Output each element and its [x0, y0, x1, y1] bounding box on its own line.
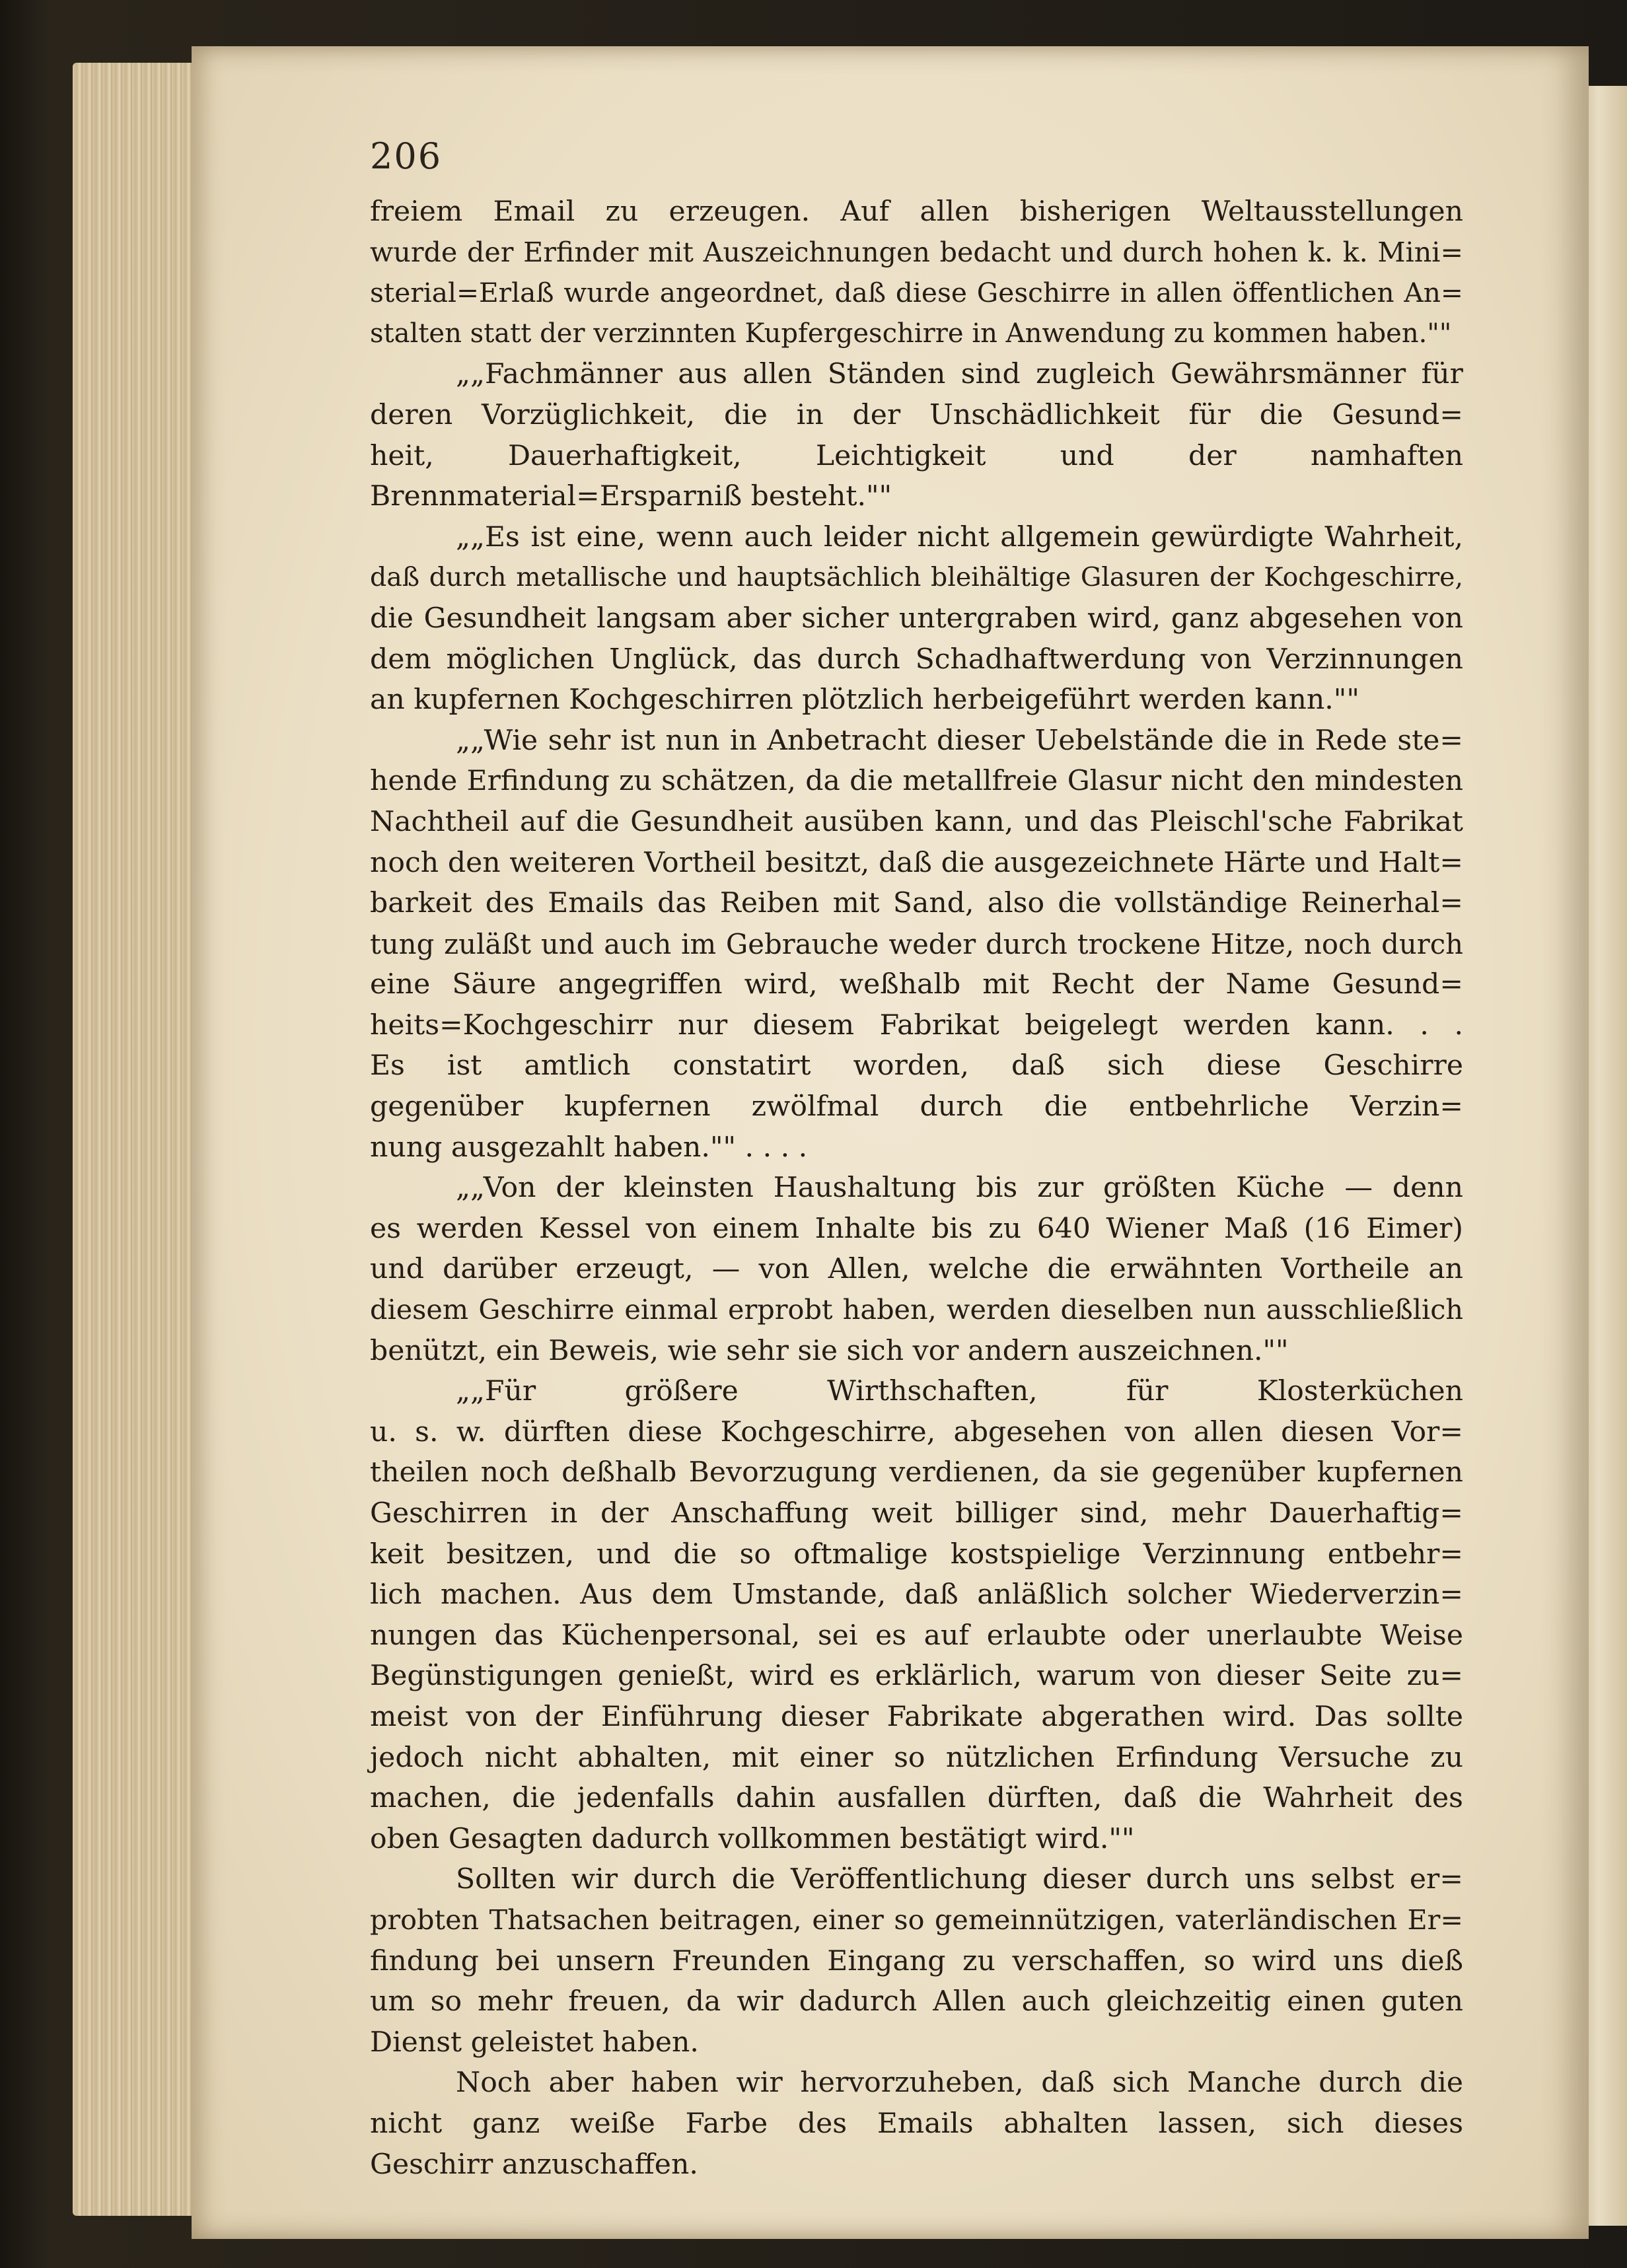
text-line: die Gesundheit langsam aber sicher untergraben wird, ganz abgesehen von [370, 602, 1463, 635]
text-line: machen, die jedenfalls dahin ausfallen dürften, daß die Wahrheit des [370, 1782, 1463, 1815]
text-line: freiem Email zu erzeugen. Auf allen bisherigen Weltausstellungen [370, 195, 1463, 228]
text-line: nung ausgezahlt haben."" . . . . [370, 1131, 808, 1164]
text-line: und darüber erzeugt, — von Allen, welche die erwähnten Vortheile an [370, 1253, 1463, 1286]
text-line: es werden Kessel von einem Inhalte bis zu 640 Wiener Maß (16 Eimer) [370, 1212, 1463, 1245]
text-line: meist von der Einführung dieser Fabrikate abgerathen wird. Das sollte [370, 1700, 1463, 1733]
text-line: noch den weiteren Vortheil besitzt, daß die ausgezeichnete Härte und Halt= [370, 846, 1463, 879]
text-line: stalten statt der verzinnten Kupfergeschirre in Anwendung zu kommen haben."" [370, 318, 1452, 349]
text-line: lich machen. Aus dem Umstande, daß anläßlich solcher Wiederverzin= [370, 1578, 1463, 1612]
text-line: probten Thatsachen beitragen, einer so gemeinnützigen, vaterländischen Er= [370, 1903, 1463, 1936]
text-line: Sollten wir durch die Veröffentlichung dieser durch uns selbst er= [456, 1863, 1463, 1896]
text-line: heits=Kochgeschirr nur diesem Fabrikat beigelegt werden kann. . . [370, 1009, 1463, 1042]
text-line: Begünstigungen genießt, wird es erklärlich, warum von dieser Seite zu= [370, 1660, 1463, 1693]
text-line: Es ist amtlich constatirt worden, daß sich diese Geschirre [370, 1049, 1463, 1082]
text-line: eine Säure angegriffen wird, weßhalb mit Recht der Name Gesund= [370, 968, 1463, 1001]
text-line: um so mehr freuen, da wir dadurch Allen auch gleichzeitig einen guten [370, 1985, 1463, 2018]
text-line: u. s. w. dürften diese Kochgeschirre, abgesehen von allen diesen Vor= [370, 1415, 1463, 1448]
text-line: Brennmaterial=Ersparniß besteht."" [370, 480, 892, 513]
text-line: hende Erfindung zu schätzen, da die metallfreie Glasur nicht den mindesten [370, 765, 1463, 798]
text-line: daß durch metallische und hauptsächlich bleihältige Glasuren der Kochgeschirre, [370, 562, 1463, 593]
page-number: 206 [370, 135, 443, 177]
text-line: Geschirren in der Anschaffung weit billiger sind, mehr Dauerhaftig= [370, 1497, 1463, 1530]
text-line: keit besitzen, und die so oftmalige kostspielige Verzinnung entbehr= [370, 1538, 1463, 1571]
text-line: Noch aber haben wir hervorzuheben, daß sich Manche durch die [456, 2067, 1463, 2100]
text-line: diesem Geschirre einmal erprobt haben, werden dieselben nun ausschließlich [370, 1294, 1463, 1326]
text-line: „„Für größere Wirthschaften, für Klosterküchen [456, 1375, 1463, 1408]
text-line: gegenüber kupfernen zwölfmal durch die entbehrliche Verzin= [370, 1090, 1463, 1123]
text-line: barkeit des Emails das Reiben mit Sand, also die vollständige Reinerhal= [370, 887, 1463, 920]
text-line: Geschirr anzuschaffen. [370, 2148, 698, 2181]
text-line: deren Vorzüglichkeit, die in der Unschädlichkeit für die Gesund= [370, 398, 1463, 431]
text-line: nungen das Küchenpersonal, sei es auf erlaubte oder unerlaubte Weise [370, 1619, 1463, 1652]
text-line: findung bei unsern Freunden Eingang zu verschaffen, so wird uns dieß [370, 1944, 1463, 1977]
text-line: „„Von der kleinsten Haushaltung bis zur größten Küche — denn [456, 1172, 1463, 1205]
text-line: sterial=Erlaß wurde angeordnet, daß diese Geschirre in allen öffentlichen An= [370, 277, 1463, 309]
text-line: „„Es ist eine, wenn auch leider nicht allgemein gewürdigte Wahrheit, [456, 520, 1463, 553]
text-line: Dienst geleistet haben. [370, 2026, 699, 2059]
body-text [370, 192, 1463, 2185]
text-line: jedoch nicht abhalten, mit einer so nützlichen Erfindung Versuche zu [370, 1741, 1463, 1774]
text-line: an kupfernen Kochgeschirren plötzlich herbeigeführt werden kann."" [370, 684, 1359, 717]
text-line: oben Gesagten dadurch vollkommen bestätigt wird."" [370, 1822, 1135, 1855]
text-line: „„Fachmänner aus allen Ständen sind zugleich Gewährsmänner für [456, 358, 1463, 391]
text-line: benützt, ein Beweis, wie sehr sie sich vor andern auszeichnen."" [370, 1334, 1289, 1367]
text-line: „„Wie sehr ist nun in Anbetracht dieser Uebelstände die in Rede ste= [456, 724, 1463, 757]
text-line: Nachtheil auf die Gesundheit ausüben kann, und das Pleischl'sche Fabrikat [370, 805, 1463, 838]
text-line: wurde der Erfinder mit Auszeichnungen bedacht und durch hohen k. k. Mini= [370, 236, 1463, 268]
text-line: tung zuläßt und auch im Gebrauche weder durch trockene Hitze, noch durch [370, 927, 1463, 960]
text-line: heit, Dauerhaftigkeit, Leichtigkeit und der namhaften [370, 439, 1463, 472]
text-line: theilen noch deßhalb Bevorzugung verdienen, da sie gegenüber kupfernen [370, 1456, 1463, 1489]
text-line: dem möglichen Unglück, das durch Schadhaftwerdung von Verzinnungen [370, 643, 1463, 676]
text-line: nicht ganz weiße Farbe des Emails abhalten lassen, sich dieses [370, 2107, 1463, 2140]
